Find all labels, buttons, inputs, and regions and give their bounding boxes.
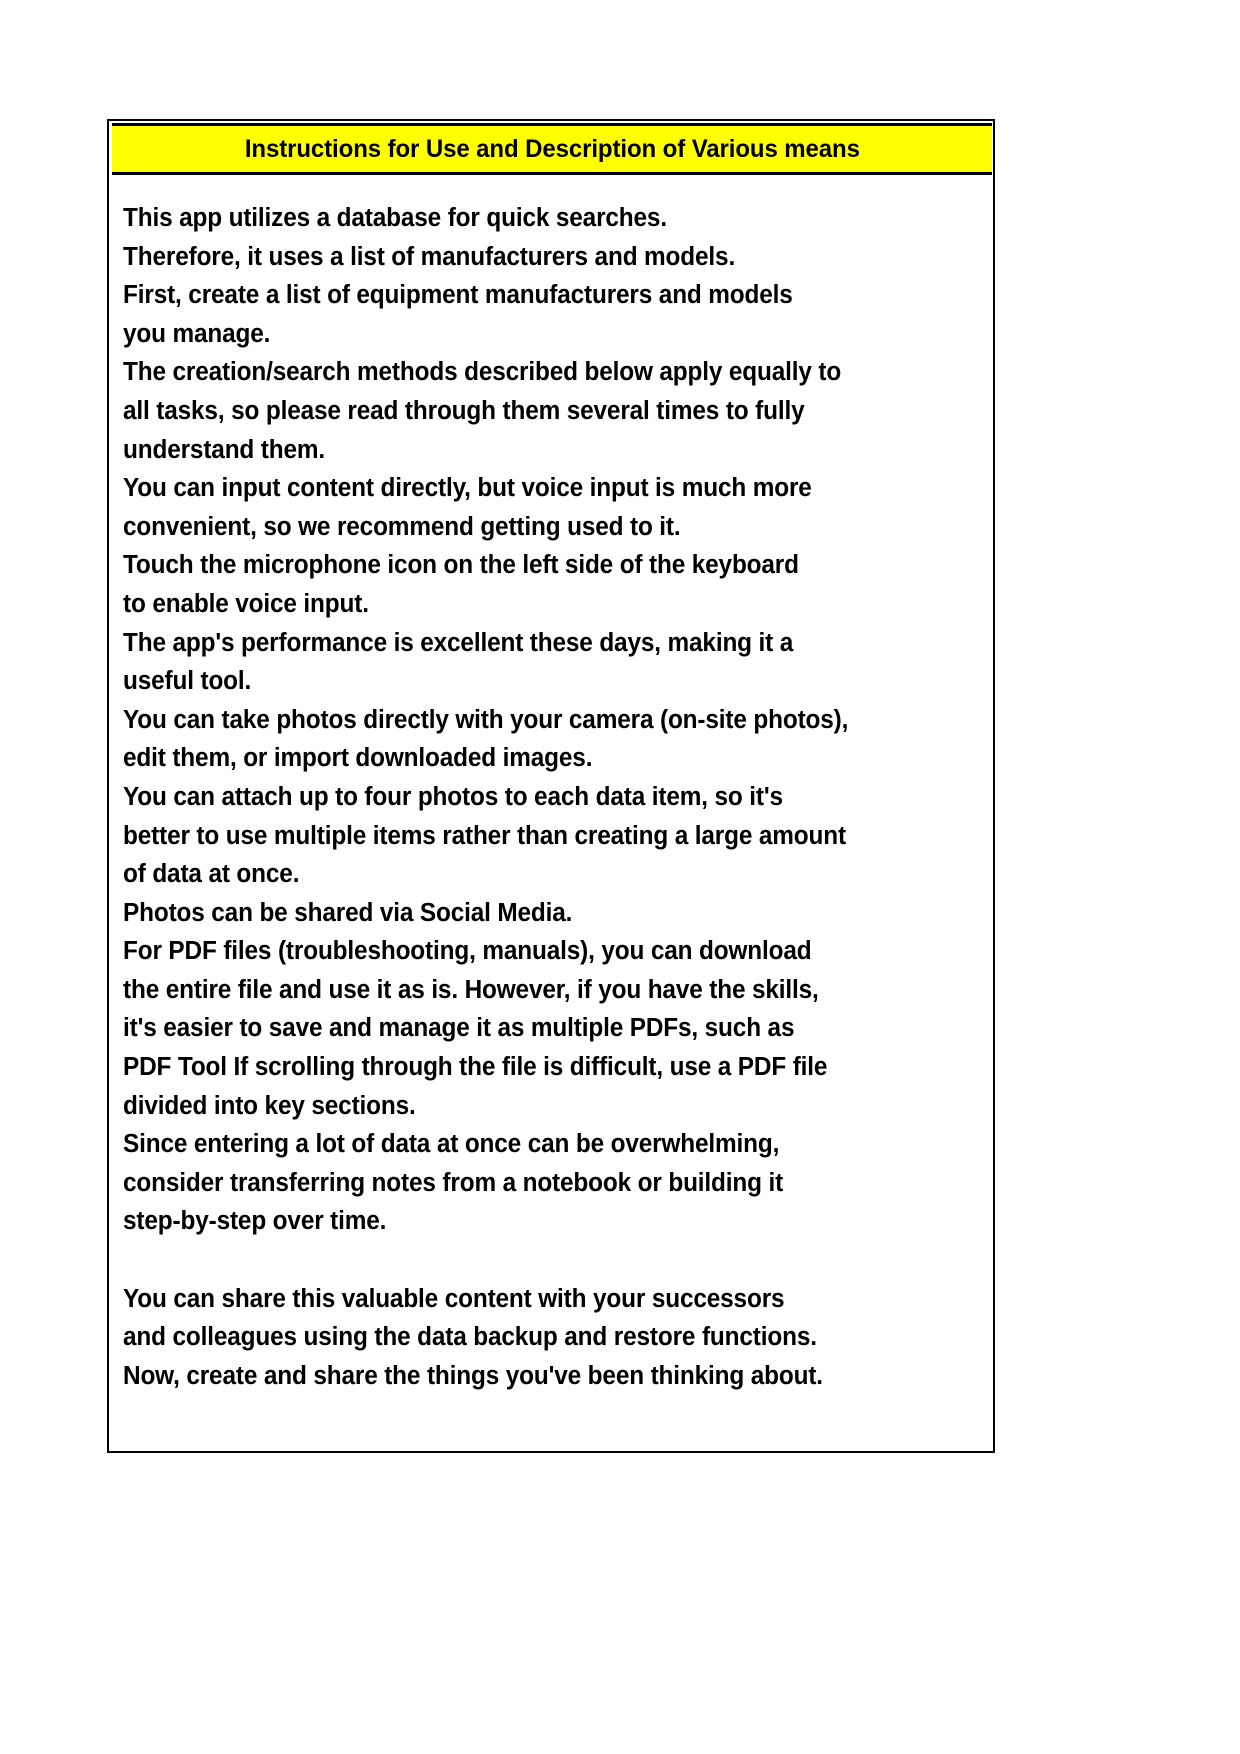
body-line: divided into key sections. bbox=[123, 1091, 416, 1120]
body-line: For PDF files (troubleshooting, manuals), you can download bbox=[123, 937, 812, 966]
body-line: to enable voice input. bbox=[123, 589, 369, 618]
body-line: This app utilizes a database for quick searches. bbox=[123, 204, 667, 232]
body-line: Therefore, it uses a list of manufacturers and models. bbox=[123, 242, 736, 271]
body-line: all tasks, so please read through them several times to fully bbox=[123, 396, 805, 425]
page-title: Instructions for Use and Description of Various means bbox=[244, 134, 860, 163]
body-line: edit them, or import downloaded images. bbox=[123, 744, 593, 773]
body-line: Photos can be shared via Social Media. bbox=[123, 898, 573, 927]
instructions-body bbox=[123, 199, 985, 1395]
body-line: better to use multiple items rather than creating a large amount bbox=[123, 821, 846, 850]
body-line: useful tool. bbox=[123, 667, 252, 696]
body-line: you manage. bbox=[123, 319, 271, 348]
body-line: understand them. bbox=[123, 435, 326, 464]
title-banner bbox=[112, 123, 992, 175]
document-frame bbox=[107, 119, 995, 1453]
body-line: First, create a list of equipment manufacturers and models bbox=[123, 281, 793, 310]
body-line: You can share this valuable content with your successors bbox=[123, 1284, 785, 1313]
paragraph-spacer bbox=[123, 1241, 946, 1280]
body-line: Now, create and share the things you've been thinking about. bbox=[123, 1361, 823, 1390]
body-line: Since entering a lot of data at once can be overwhelming, bbox=[123, 1130, 780, 1159]
body-line: The creation/search methods described below apply equally to bbox=[123, 358, 842, 387]
body-line: convenient, so we recommend getting used to it. bbox=[123, 512, 681, 541]
body-line: You can take photos directly with your camera (on-site photos), bbox=[123, 705, 849, 734]
body-line: step-by-step over time. bbox=[123, 1207, 387, 1236]
body-line: of data at once. bbox=[123, 860, 300, 889]
body-line: the entire file and use it as is. However, if you have the skills, bbox=[123, 975, 819, 1004]
body-line: Touch the microphone icon on the left side of the keyboard bbox=[123, 551, 799, 580]
body-line: The app's performance is excellent these days, making it a bbox=[123, 628, 794, 657]
body-line: You can attach up to four photos to each data item, so it's bbox=[123, 782, 783, 811]
body-line: it's easier to save and manage it as multiple PDFs, such as bbox=[123, 1014, 795, 1043]
body-line: You can input content directly, but voice input is much more bbox=[123, 474, 812, 503]
body-line: consider transferring notes from a notebook or building it bbox=[123, 1168, 784, 1197]
body-line: and colleagues using the data backup and restore functions. bbox=[123, 1323, 817, 1352]
body-line: PDF Tool If scrolling through the file is difficult, use a PDF file bbox=[123, 1053, 828, 1082]
